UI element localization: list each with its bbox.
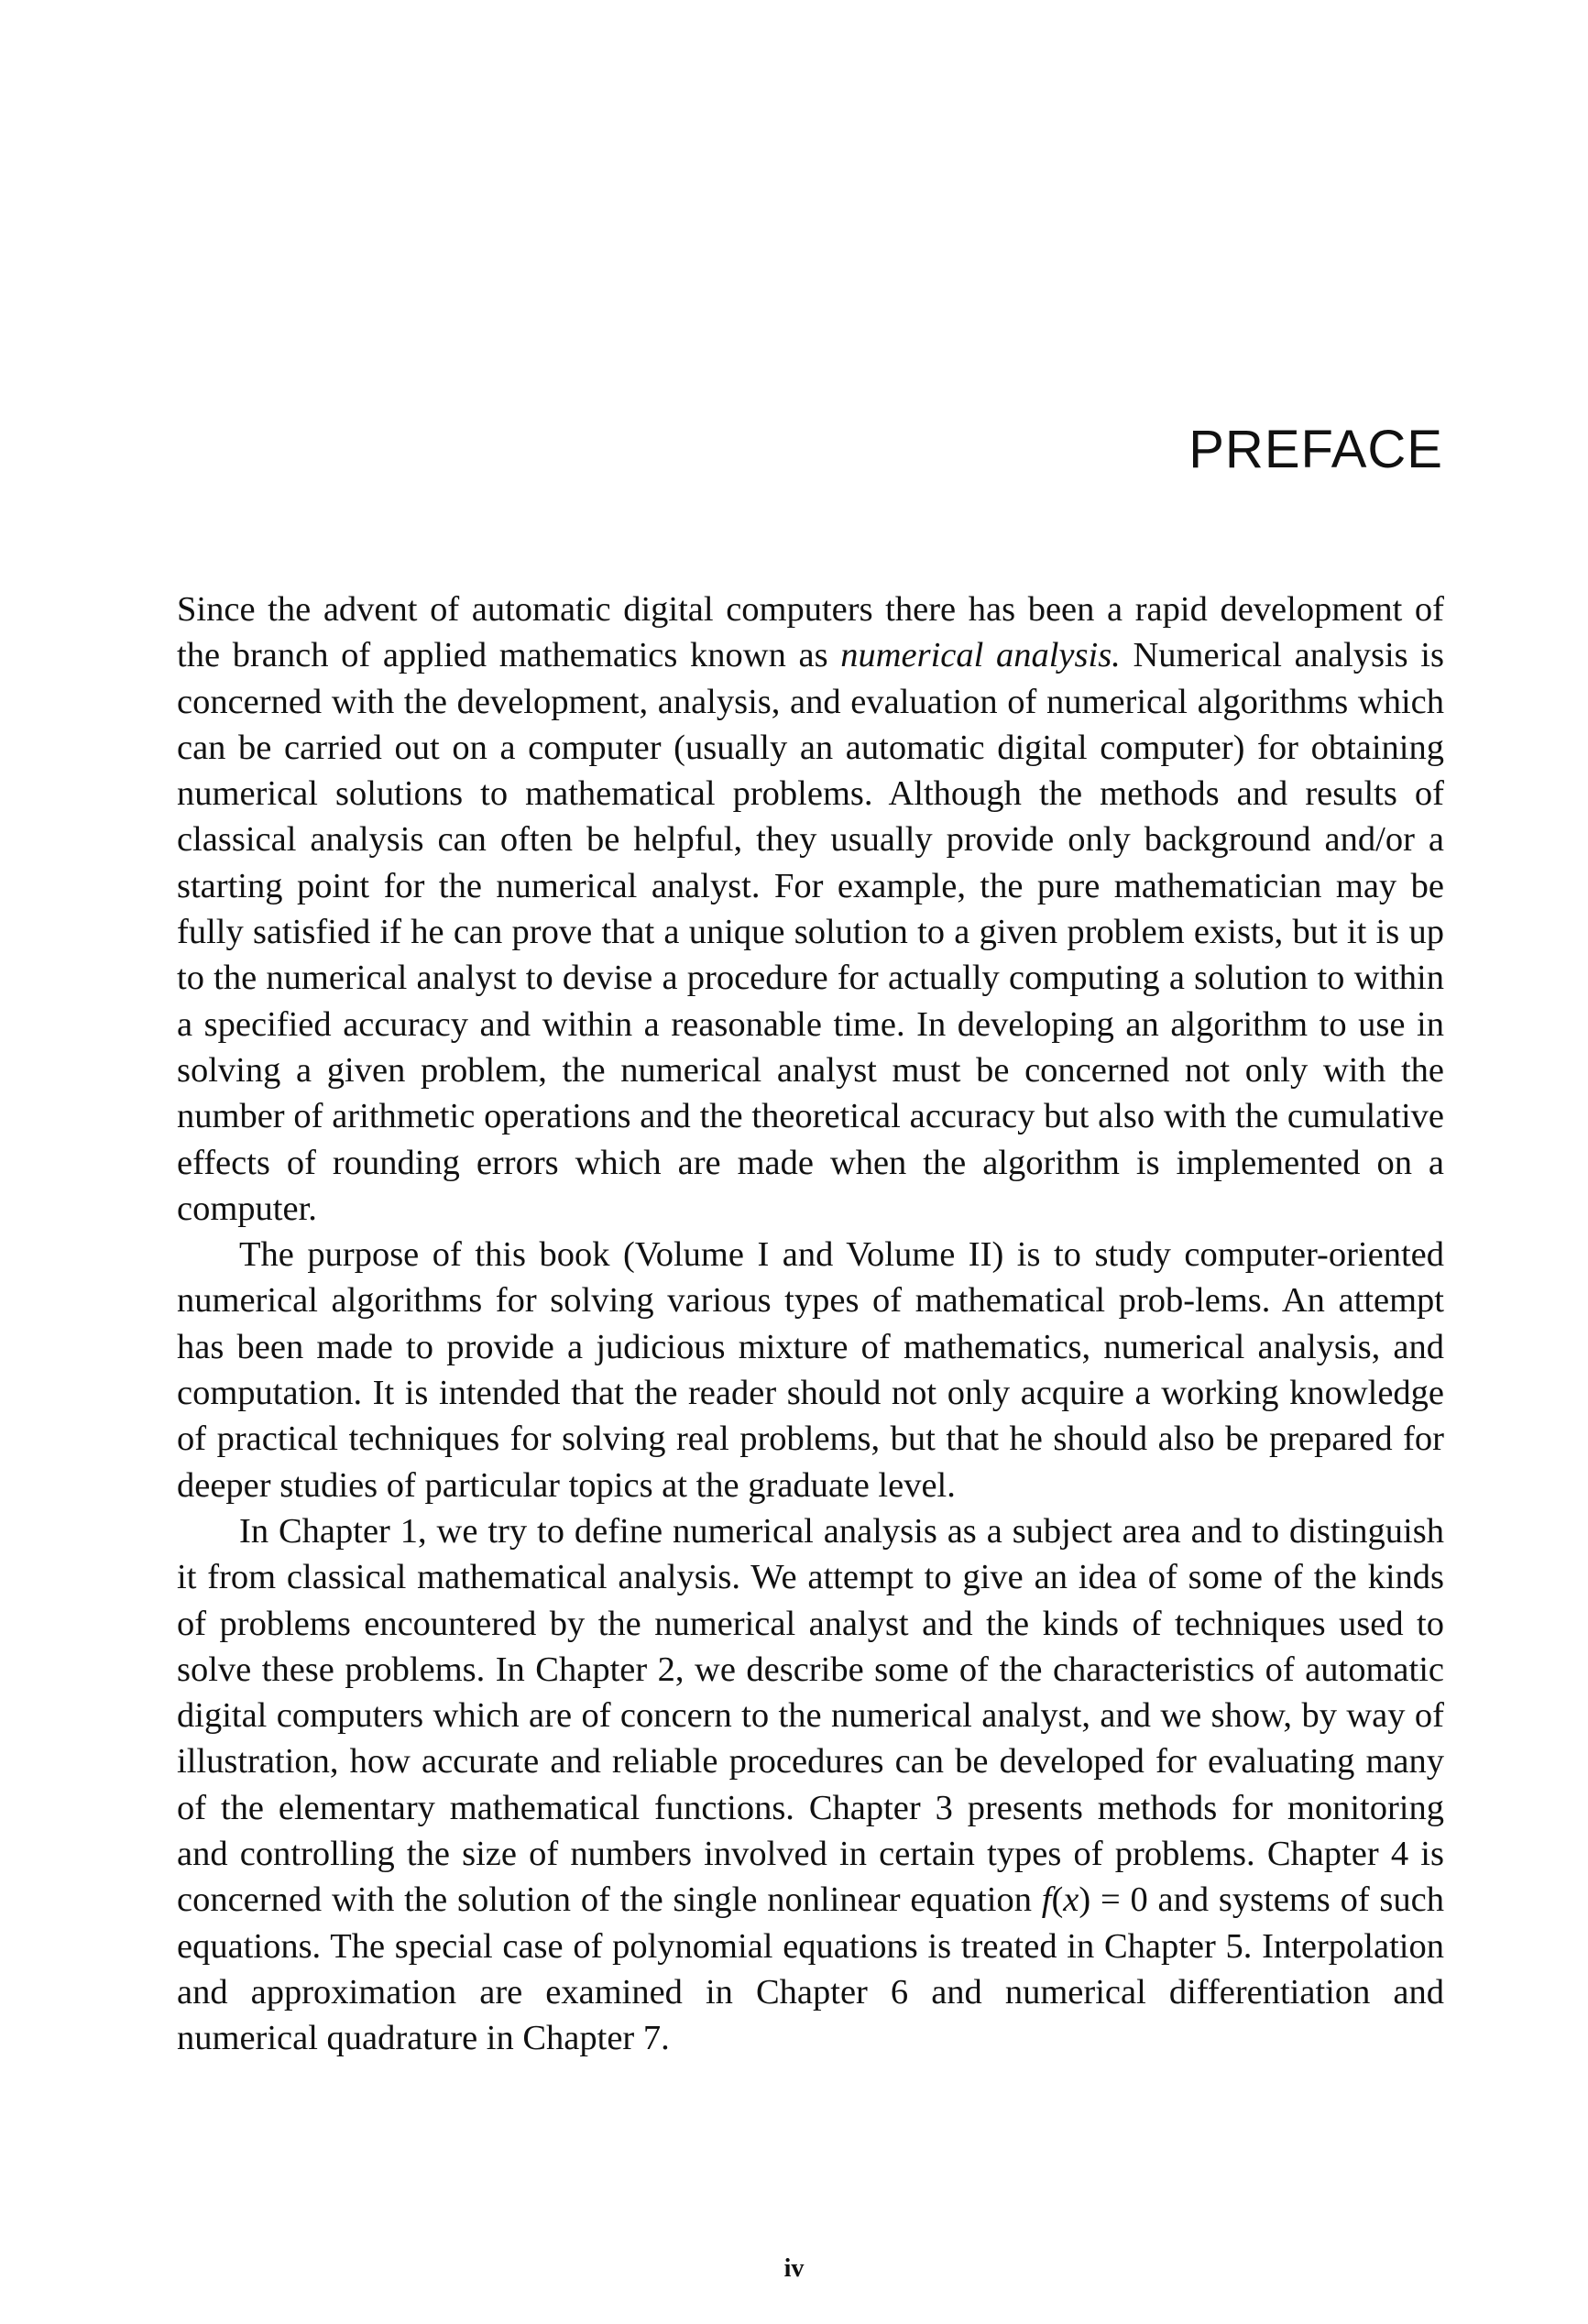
term-numerical-analysis: numerical analysis. xyxy=(840,636,1121,675)
page-number: iv xyxy=(783,2254,805,2283)
equation-open-paren: ( xyxy=(1051,1880,1064,1920)
equation-equals-zero: = 0 xyxy=(1090,1880,1148,1920)
paragraph-1-text-end: Numerical analysis is concerned with the development, analysis, and evaluation of numerical algorithms which can be carried out on a computer (usually an automatic digital computer) for obtaining numerical solutions to mathematical problems. Although the methods and results of classical analysis can often be helpful, they usually provide only background and/or a starting point for the numerical analyst. For example, the pure mathematician may be fully satisfied if he can prove that a unique solution to a given problem exists, but it is up to the numerical analyst to devise a procedure for actually computing a solution to within a specified accuracy and within a reasonable time. In developing an algorithm to use in solving a given problem, the numerical analyst must be concerned not only with the number of arithmetic operations and the theoretical accuracy but also with the cumulative effects of rounding errors which are made when the algorithm is implemented on a computer. xyxy=(177,636,1444,1228)
paragraph-3 xyxy=(177,1508,1444,2062)
equation-x: x xyxy=(1063,1880,1079,1920)
paragraph-1-text-start: Since the advent of automatic digital computers there has been a rapid development of the branch of applied mathematics known as xyxy=(177,590,1444,675)
paragraph-1 xyxy=(177,586,1444,1232)
equation-f: f xyxy=(1041,1880,1052,1920)
equation-fx xyxy=(1042,1880,1148,1919)
paragraph-2: The purpose of this book (Volume I and Volume II) is to study computer-oriented numerical algorithms for solving various types of mathematical prob-lems. An attempt has been made to provide a judicious mixture of mathematics, numerical analysis, and computation. It is intended that the reader should not only acquire a working knowledge of practical techniques for solving real problems, but that he should also be prepared for deeper studies of particular topics at the graduate level. xyxy=(177,1235,1444,1505)
paragraph-3-text-start: In Chapter 1, we try to define numerical analysis as a subject area and to distinguish it from classical mathematical analysis. We attempt to give an idea of some of the kinds of problems encountered by the numerical analyst and the kinds of techniques used to solve these problems. In Chapter 2, we describe some of the characteristics of automatic digital computers which are of concern to the numerical analyst, and we show, by way of illustration, how accurate and reliable procedures can be developed for evaluating many of the elementary mathematical functions. Chapter 3 presents methods for monitoring and controlling the size of numbers involved in certain types of problems. Chapter 4 is concerned with the solution of the single nonlinear equation xyxy=(177,1511,1444,1920)
equation-close-paren: ) xyxy=(1079,1880,1091,1920)
page-title: PREFACE xyxy=(1188,420,1443,479)
paragraph-3-text-end: and systems of such equations. The special case of polynomial equations is treated in Chapter 5. Interpolation and approximation are examined in Chapter 6 and numerical differentiation and numerical quadrature in Chapter 7. xyxy=(177,1880,1444,2058)
preface-body xyxy=(177,586,1444,2062)
